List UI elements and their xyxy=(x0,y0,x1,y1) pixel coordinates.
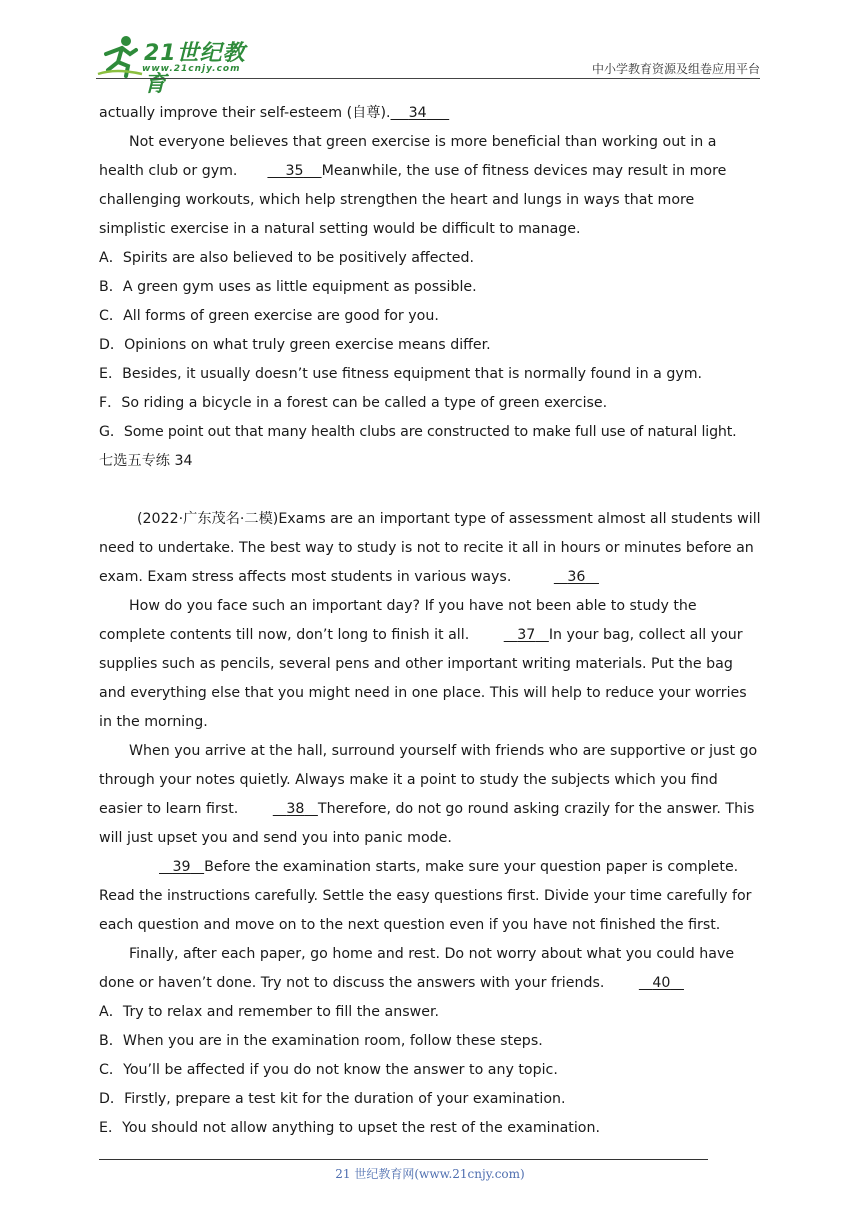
answer-blank-39: 39 xyxy=(172,859,191,875)
answer-blank-34: 34 xyxy=(408,105,427,121)
option-a: A．Spirits are also believed to be positively affected. xyxy=(99,250,475,266)
section-title: 七选五专练 34 xyxy=(99,453,193,469)
option-c: C．All forms of green exercise are good for you. xyxy=(99,308,439,324)
answer-blank-37: 37 xyxy=(517,627,536,643)
platform-label: 中小学教育资源及组卷应用平台 xyxy=(591,62,760,76)
option-a: A．Try to relax and remember to fill the answer. xyxy=(99,1004,439,1020)
spacer xyxy=(99,476,764,505)
header-divider xyxy=(96,78,760,79)
footer-divider xyxy=(99,1159,708,1160)
logo-text: 21世纪教育 xyxy=(144,41,246,97)
paragraph: When you arrive at the hall, surround yourself with friends who are supportive or just go through your notes quietly. Always make it a point to study the subjects which you find easier to learn first. 38 Therefore, do not go round asking crazily for the answer. This will just upset you and send you into panic mode. xyxy=(99,743,758,846)
site-logo xyxy=(96,34,266,97)
runner-icon xyxy=(96,34,144,78)
logo-url: www.21cnjy.com xyxy=(142,64,241,74)
paragraph: Finally, after each paper, go home and rest. Do not worry about what you could have done or haven’t done. Try not to discuss the answers with your friends. 40 xyxy=(99,940,764,998)
option-d: D．Firstly, prepare a test kit for the duration of your examination. xyxy=(99,1091,566,1107)
paragraph: Not everyone believes that green exercise is more beneficial than working out in a health club or gym. 35 Meanwhile, the use of fitness devices may result in more challenging workouts, which help strengthen the heart and lungs in ways that more simplistic exercise in a natural setting would be difficult to manage. xyxy=(99,134,727,237)
paragraph: (2022·广东茂名·二模)Exams are an important type of assessment almost all students will need to undertake. The best way to study is not to recite it all in hours or minutes before an exam. Exam stress affects most students in various ways. 36 xyxy=(99,505,764,592)
document-body xyxy=(99,99,764,1143)
option-e: E．You should not allow anything to upset the rest of the examination. xyxy=(99,1120,600,1136)
answer-blank-35: 35 xyxy=(285,163,304,179)
option-b: B．When you are in the examination room, follow these steps. xyxy=(99,1033,543,1049)
answer-blank-36: 36 xyxy=(567,569,586,585)
page-header xyxy=(96,30,760,97)
answer-blank-40: 40 xyxy=(652,975,671,991)
option-g: G．Some point out that many health clubs are constructed to make full use of natural light. xyxy=(99,424,737,440)
option-d: D．Opinions on what truly green exercise means differ. xyxy=(99,337,491,353)
paragraph: 39 Before the examination starts, make sure your question paper is complete. Read the instructions carefully. Settle the easy questions first. Divide your time carefully for each question and move on to the next question even if you have not finished the first. xyxy=(99,853,764,940)
paragraph: actually improve their self-esteem (自尊). 34 xyxy=(99,99,764,128)
paragraph: How do you face such an important day? If you have not been able to study the complete contents till now, don’t long to finish it all. 37 In your bag, collect all your supplies such as pencils, several pens and other important writing materials. Put the bag and everything else that you might need in one place. This will help to reduce your worries in the morning. xyxy=(99,598,747,730)
page-footer: 21 世纪教育网(www.21cnjy.com) xyxy=(335,1167,525,1181)
option-f: F．So riding a bicycle in a forest can be called a type of green exercise. xyxy=(99,395,608,411)
option-e: E．Besides, it usually doesn’t use fitness equipment that is normally found in a gym. xyxy=(99,366,703,382)
option-b: B．A green gym uses as little equipment as possible. xyxy=(99,279,477,295)
option-c: C．You’ll be affected if you do not know the answer to any topic. xyxy=(99,1062,558,1078)
answer-blank-38: 38 xyxy=(286,801,305,817)
